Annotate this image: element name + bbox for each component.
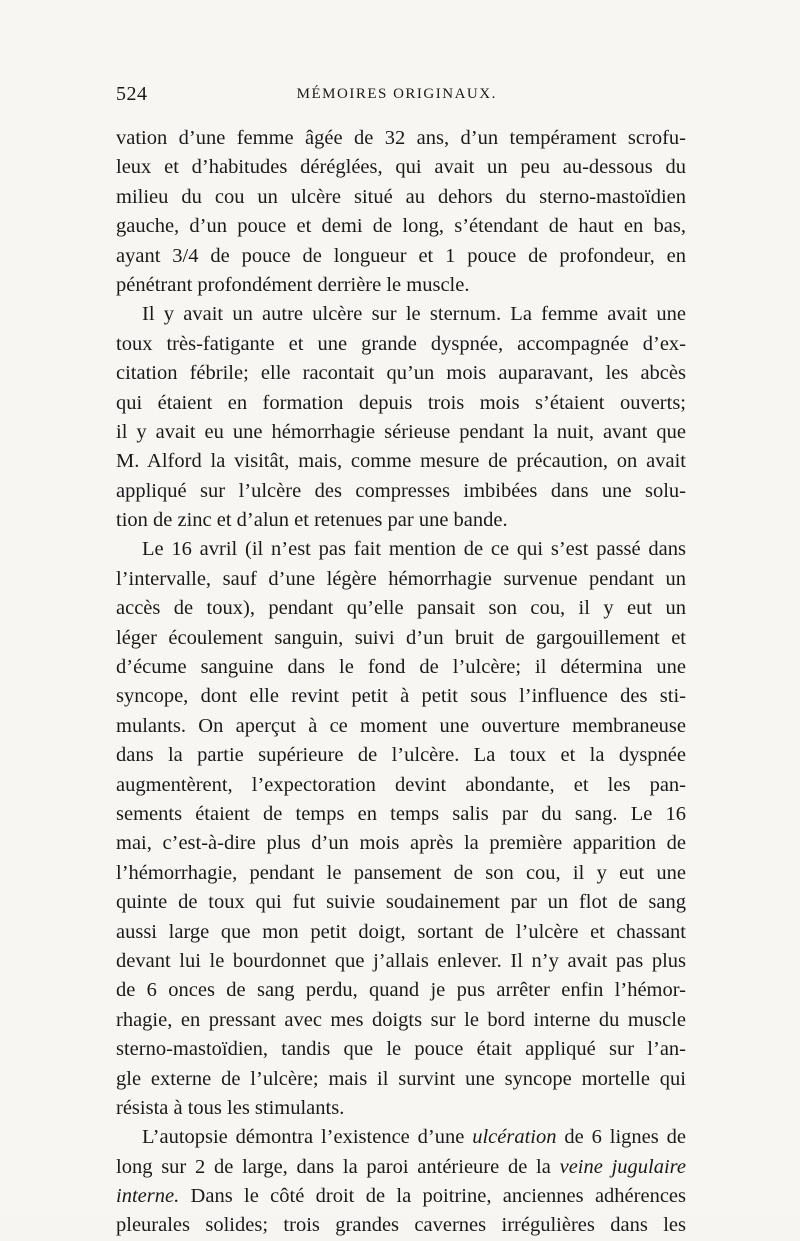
text-line: sterno-mastoïdien, tandis que le pouce était appliqué sur l’an- — [116, 1038, 686, 1061]
text-line: gauche, d’un pouce et demi de long, s’étendant de haut en bas, — [116, 215, 686, 238]
page-number: 524 — [116, 82, 148, 105]
text-line: l’intervalle, sauf d’une légère hémorrhagie survenue pendant un — [116, 567, 686, 590]
text-line: Il y avait un autre ulcère sur le sternum. La femme avait une — [142, 303, 686, 326]
text-line: pleurales solides; trois grandes cavernes irrégulières dans les — [116, 1214, 686, 1237]
text-line: L’autopsie démontra l’existence d’une ulcération de 6 lignes de — [142, 1126, 686, 1149]
text-line: mai, c’est-à-dire plus d’un mois après la première apparition de — [116, 832, 686, 855]
text-line: tion de zinc et d’alun et retenues par une bande. — [116, 509, 508, 532]
text-line: pénétrant profondément derrière le muscle. — [116, 273, 470, 296]
text-line: résista à tous les stimulants. — [116, 1096, 345, 1119]
text-line: Le 16 avril (il n’est pas fait mention de ce qui s’est passé dans — [142, 538, 686, 561]
text-line: devant lui le bourdonnet que j’allais enlever. Il n’y avait pas plus — [116, 949, 686, 972]
text-line: aussi large que mon petit doigt, sortant de l’ulcère et chassant — [116, 920, 686, 943]
text-line: il y avait eu une hémorrhagie sérieuse pendant la nuit, avant que — [116, 420, 686, 443]
page-header — [116, 80, 686, 108]
text-line: syncope, dont elle revint petit à petit sous l’influence des sti- — [116, 685, 686, 708]
text-line: toux très-fatigante et une grande dyspnée, accompagnée d’ex- — [116, 332, 686, 355]
text-line: gle externe de l’ulcère; mais il survint une syncope mortelle qui — [116, 1067, 686, 1090]
text-line: ayant 3/4 de pouce de longueur et 1 pouce de profondeur, en — [116, 244, 686, 267]
text-line: leux et d’habitudes déréglées, qui avait un peu au-dessous du — [116, 156, 686, 179]
text-line: sements étaient de temps en temps salis par du sang. Le 16 — [116, 802, 686, 825]
text-line: léger écoulement sanguin, suivi d’un bruit de gargouillement et — [116, 626, 686, 649]
text-line: milieu du cou un ulcère situé au dehors du sterno-mastoïdien — [116, 185, 686, 208]
text-line: appliqué sur l’ulcère des compresses imbibées dans une solu- — [116, 479, 686, 502]
text-line: qui étaient en formation depuis trois mois s’étaient ouverts; — [116, 391, 686, 414]
text-line: quinte de toux qui fut suivie soudainement par un flot de sang — [116, 891, 686, 914]
italic-term: veine jugulaire — [559, 1155, 686, 1178]
italic-term: interne. — [116, 1185, 180, 1208]
text-line: l’hémorrhagie, pendant le pansement de son cou, il y eut une — [116, 861, 686, 884]
text-line: augmentèrent, l’expectoration devint abondante, et les pan- — [116, 773, 686, 796]
text-line: de 6 onces de sang perdu, quand je pus arrêter enfin l’hémor- — [116, 979, 686, 1002]
text-line: M. Alford la visitât, mais, comme mesure de précaution, on avait — [116, 450, 686, 473]
text-line: vation d’une femme âgée de 32 ans, d’un tempérament scrofu- — [116, 127, 686, 149]
text-line: interne. Dans le côté droit de la poitrine, anciennes adhérences — [116, 1185, 686, 1208]
text-line: long sur 2 de large, dans la paroi antérieure de la veine jugulaire — [116, 1155, 686, 1178]
text-line: accès de toux), pendant qu’elle pansait son cou, il y eut un — [116, 597, 686, 620]
text-line: citation fébrile; elle racontait qu’un mois auparavant, les abcès — [116, 362, 686, 385]
body-text — [116, 124, 686, 1241]
text-line: dans la partie supérieure de l’ulcère. La toux et la dyspnée — [116, 744, 686, 767]
text-line: rhagie, en pressant avec mes doigts sur le bord interne du muscle — [116, 1008, 686, 1031]
text-line: mulants. On aperçut à ce moment une ouverture membraneuse — [116, 714, 686, 737]
running-head: MÉMOIRES ORIGINAUX. — [296, 85, 497, 102]
italic-term: ulcération — [472, 1126, 557, 1149]
text-line: d’écume sanguine dans le fond de l’ulcère; il détermina une — [116, 656, 686, 679]
